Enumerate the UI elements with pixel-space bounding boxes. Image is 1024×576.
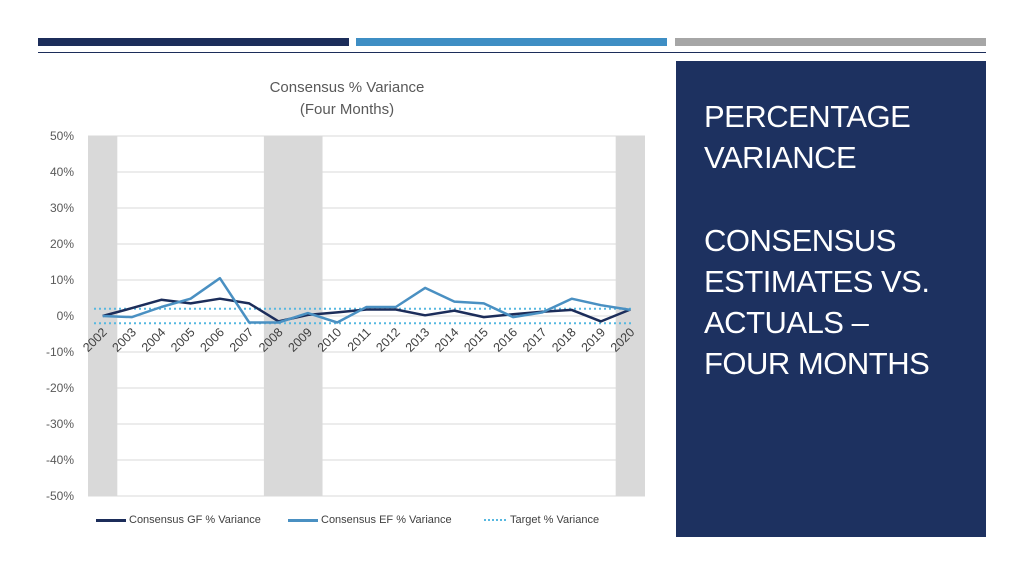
y-tick-label: 0% [56, 309, 74, 323]
legend-ef [288, 512, 452, 528]
accent-bar-gray [675, 38, 986, 46]
x-tick-label: 2015 [461, 325, 491, 355]
x-tick-label: 2008 [256, 325, 286, 355]
panel-heading-line-2: VARIANCE [704, 140, 857, 175]
x-tick-label: 2018 [549, 325, 579, 355]
y-tick-label: -50% [45, 489, 74, 503]
panel-heading-line-6: FOUR MONTHS [704, 346, 930, 381]
x-tick-label: 2012 [373, 325, 403, 355]
panel-heading-line-4: ESTIMATES VS. [704, 264, 930, 299]
y-tick-label: 40% [49, 165, 74, 179]
panel-heading-line-3: CONSENSUS [704, 223, 896, 258]
x-tick-label: 2013 [402, 325, 433, 355]
chart-subtitle: (Four Months) [299, 101, 395, 118]
x-tick-label: 2003 [109, 325, 140, 355]
x-tick-label: 2016 [490, 325, 521, 355]
x-tick-label: 2020 [607, 325, 638, 355]
y-tick-label: 20% [49, 237, 74, 251]
y-tick-label: -10% [45, 345, 74, 359]
x-tick-label: 2007 [226, 325, 257, 355]
x-tick-label: 2017 [519, 325, 550, 355]
x-tick-label: 2005 [168, 325, 198, 355]
x-tick-label: 2009 [285, 325, 315, 355]
y-tick-label: 30% [49, 201, 74, 215]
legend-ef-label: Consensus EF % Variance [321, 514, 452, 526]
x-tick-label: 2011 [344, 325, 374, 355]
panel-heading-line-1: PERCENTAGE [704, 99, 911, 134]
x-tick-label: 2014 [432, 325, 462, 355]
legend-gf [96, 512, 261, 528]
legend-target-swatch [484, 519, 506, 521]
legend-target [484, 512, 599, 528]
x-tick-label: 2019 [578, 325, 609, 355]
x-tick-label: 2004 [138, 325, 169, 355]
y-tick-label: 50% [49, 129, 74, 143]
y-tick-label: -40% [45, 453, 74, 467]
x-tick-label: 2006 [197, 325, 228, 355]
chart-title: Consensus % Variance [269, 79, 425, 96]
y-tick-label: 10% [49, 273, 74, 287]
x-tick-label: 2002 [80, 325, 110, 355]
x-tick-label: 2010 [314, 325, 345, 355]
legend-target-label: Target % Variance [510, 514, 600, 526]
legend-gf-swatch [96, 519, 126, 522]
legend-ef-swatch [288, 519, 318, 522]
y-tick-label: -20% [45, 381, 74, 395]
panel-heading-line-5: ACTUALS – [704, 305, 869, 340]
y-tick-label: -30% [45, 417, 74, 431]
legend-gf-label: Consensus GF % Variance [129, 514, 261, 526]
